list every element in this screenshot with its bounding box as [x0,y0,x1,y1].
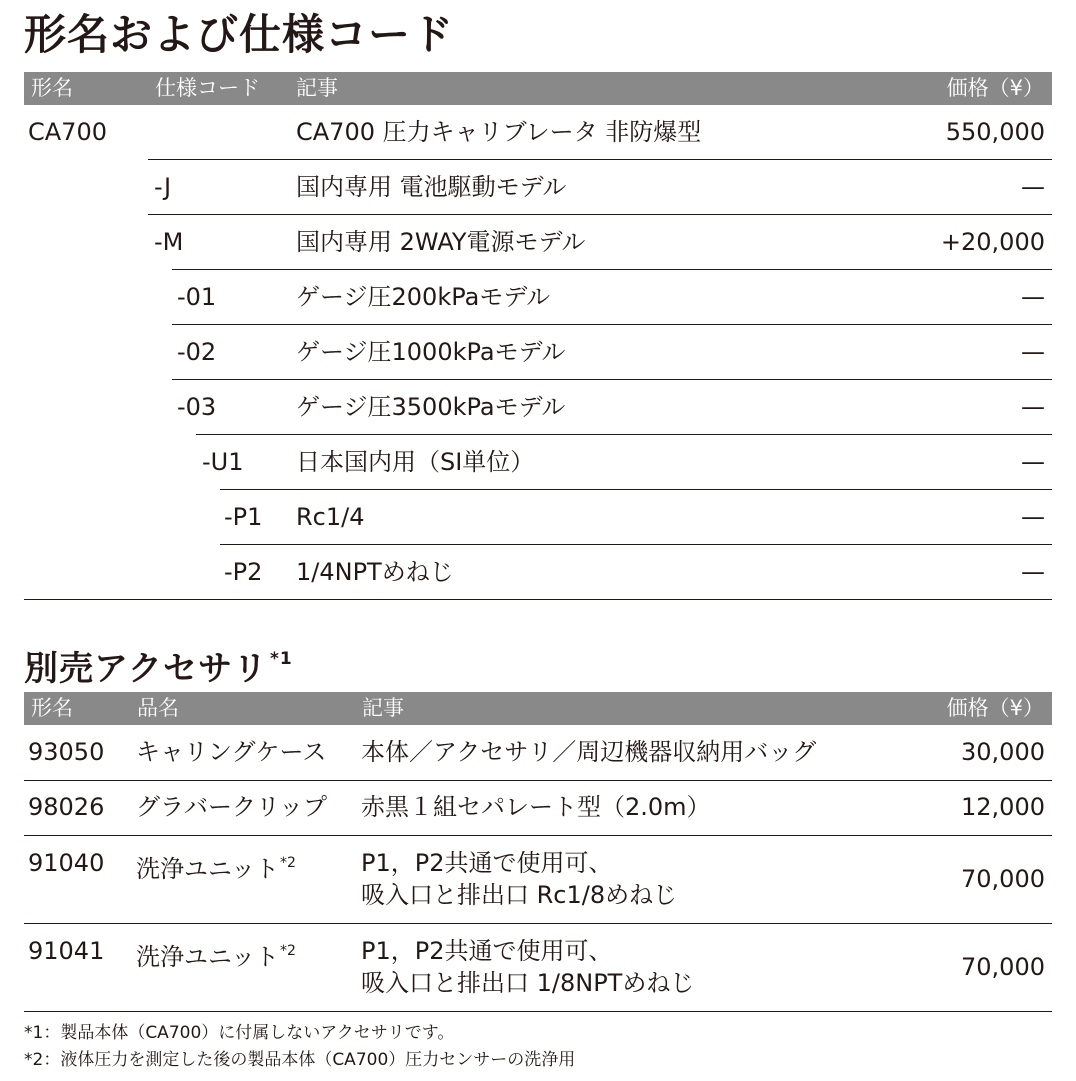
spec-row [24,444,1045,480]
spec-row [24,169,1045,205]
description-cell: 1/4NPTめねじ [296,558,454,586]
price-cell: 12,000 [961,793,1045,821]
accessories-title-text: 別売アクセサリ [24,649,268,689]
accessory-row [24,725,1045,780]
spec-code-cell: -02 [177,338,217,366]
row-divider [148,159,1052,160]
footnote-1: *1：製品本体（CA700）に付属しないアクセサリです。 [24,1023,455,1043]
spec-code-cell: -J [154,173,172,201]
footnote-2: *2：液体圧力を測定した後の製品本体（CA700）圧力センサーの洗浄用 [24,1050,576,1070]
accessory-row [24,835,1045,923]
product-name-note: *2 [280,943,296,959]
description-cell: 国内専用 2WAY電源モデル [296,228,586,256]
model-cell: 98026 [28,793,105,821]
product-name-cell [136,734,326,770]
price-cell: 550,000 [945,118,1045,146]
spec-code-cell: -M [154,228,184,256]
spec-row [24,554,1045,590]
price-cell: 30,000 [961,738,1045,766]
model-code-title: 形名および仕様コード [24,10,455,59]
row-divider [172,379,1052,380]
product-name-cell [136,845,296,887]
price-cell: — [1021,558,1045,586]
description-cell: 赤黒１組セパレート型（2.0m） [361,793,711,821]
product-name-text: 洗浄ユニット [136,855,280,883]
product-name-cell [136,789,327,825]
spec-row [24,114,1045,150]
description-cell: 国内専用 電池駆動モデル [296,173,567,201]
product-name-note: *2 [280,855,296,871]
accessory-row [24,923,1045,1011]
description-cell: CA700 圧力キャリブレータ 非防爆型 [296,118,702,146]
spec-row [24,499,1045,535]
row-divider [172,269,1052,270]
accessories-title-note: *1 [269,649,293,669]
spec-row [24,279,1045,315]
row-divider [148,214,1052,215]
spec-row [24,224,1045,260]
header-product-name: 品名 [137,696,179,720]
header-price: 価格（¥） [946,696,1044,720]
model-cell: CA700 [28,118,107,146]
row-divider [220,489,1052,490]
spec-code-cell: -P1 [224,503,263,531]
spec-row [24,389,1045,425]
row-divider [220,544,1052,545]
product-name-text: キャリングケース [136,738,327,766]
model-cell: 93050 [28,738,105,766]
row-divider [172,324,1052,325]
price-cell: 70,000 [961,953,1045,981]
description-cell: ゲージ圧1000kPaモデル [296,338,566,366]
price-cell: +20,000 [940,228,1045,256]
price-cell: — [1021,338,1045,366]
price-cell: — [1021,393,1045,421]
spec-code-cell: -01 [177,283,217,311]
header-model: 形名 [31,696,73,720]
price-cell: — [1021,448,1045,476]
price-cell: — [1021,173,1045,201]
model-cell: 91040 [28,849,105,877]
description-cell: P1，P2共通で使用可、 [361,849,613,877]
row-divider [24,1011,1052,1012]
description-cell: ゲージ圧3500kPaモデル [296,393,566,421]
header-description: 記事 [362,696,404,720]
accessories-table-header [24,692,1052,725]
description-cell-line2: 吸入口と排出口 1/8NPTめねじ [361,969,695,997]
description-cell: ゲージ圧200kPaモデル [296,283,551,311]
accessories-title [24,634,293,694]
product-name-text: 洗浄ユニット [136,943,280,971]
description-cell-line2: 吸入口と排出口 Rc1/8めねじ [361,881,678,909]
spec-code-cell: -U1 [202,448,244,476]
spec-row [24,334,1045,370]
model-cell: 91041 [28,937,105,965]
price-cell: — [1021,503,1045,531]
row-divider [24,599,1052,600]
model-code-table-header [24,72,1052,105]
price-cell: — [1021,283,1045,311]
product-name-cell [136,933,296,975]
header-price: 価格（¥） [946,76,1044,100]
spec-code-cell: -P2 [224,558,263,586]
spec-code-cell: -03 [177,393,217,421]
header-model: 形名 [31,76,73,100]
description-cell: 本体／アクセサリ／周辺機器収納用バッグ [361,738,817,766]
header-description: 記事 [296,76,338,100]
header-spec-code: 仕様コード [155,76,260,100]
price-cell: 70,000 [961,865,1045,893]
description-cell: 日本国内用（SI単位） [296,448,535,476]
accessory-row [24,780,1045,835]
description-cell: Rc1/4 [296,503,365,531]
description-cell: P1，P2共通で使用可、 [361,937,613,965]
product-name-text: グラバークリップ [136,793,328,821]
row-divider [196,434,1052,435]
